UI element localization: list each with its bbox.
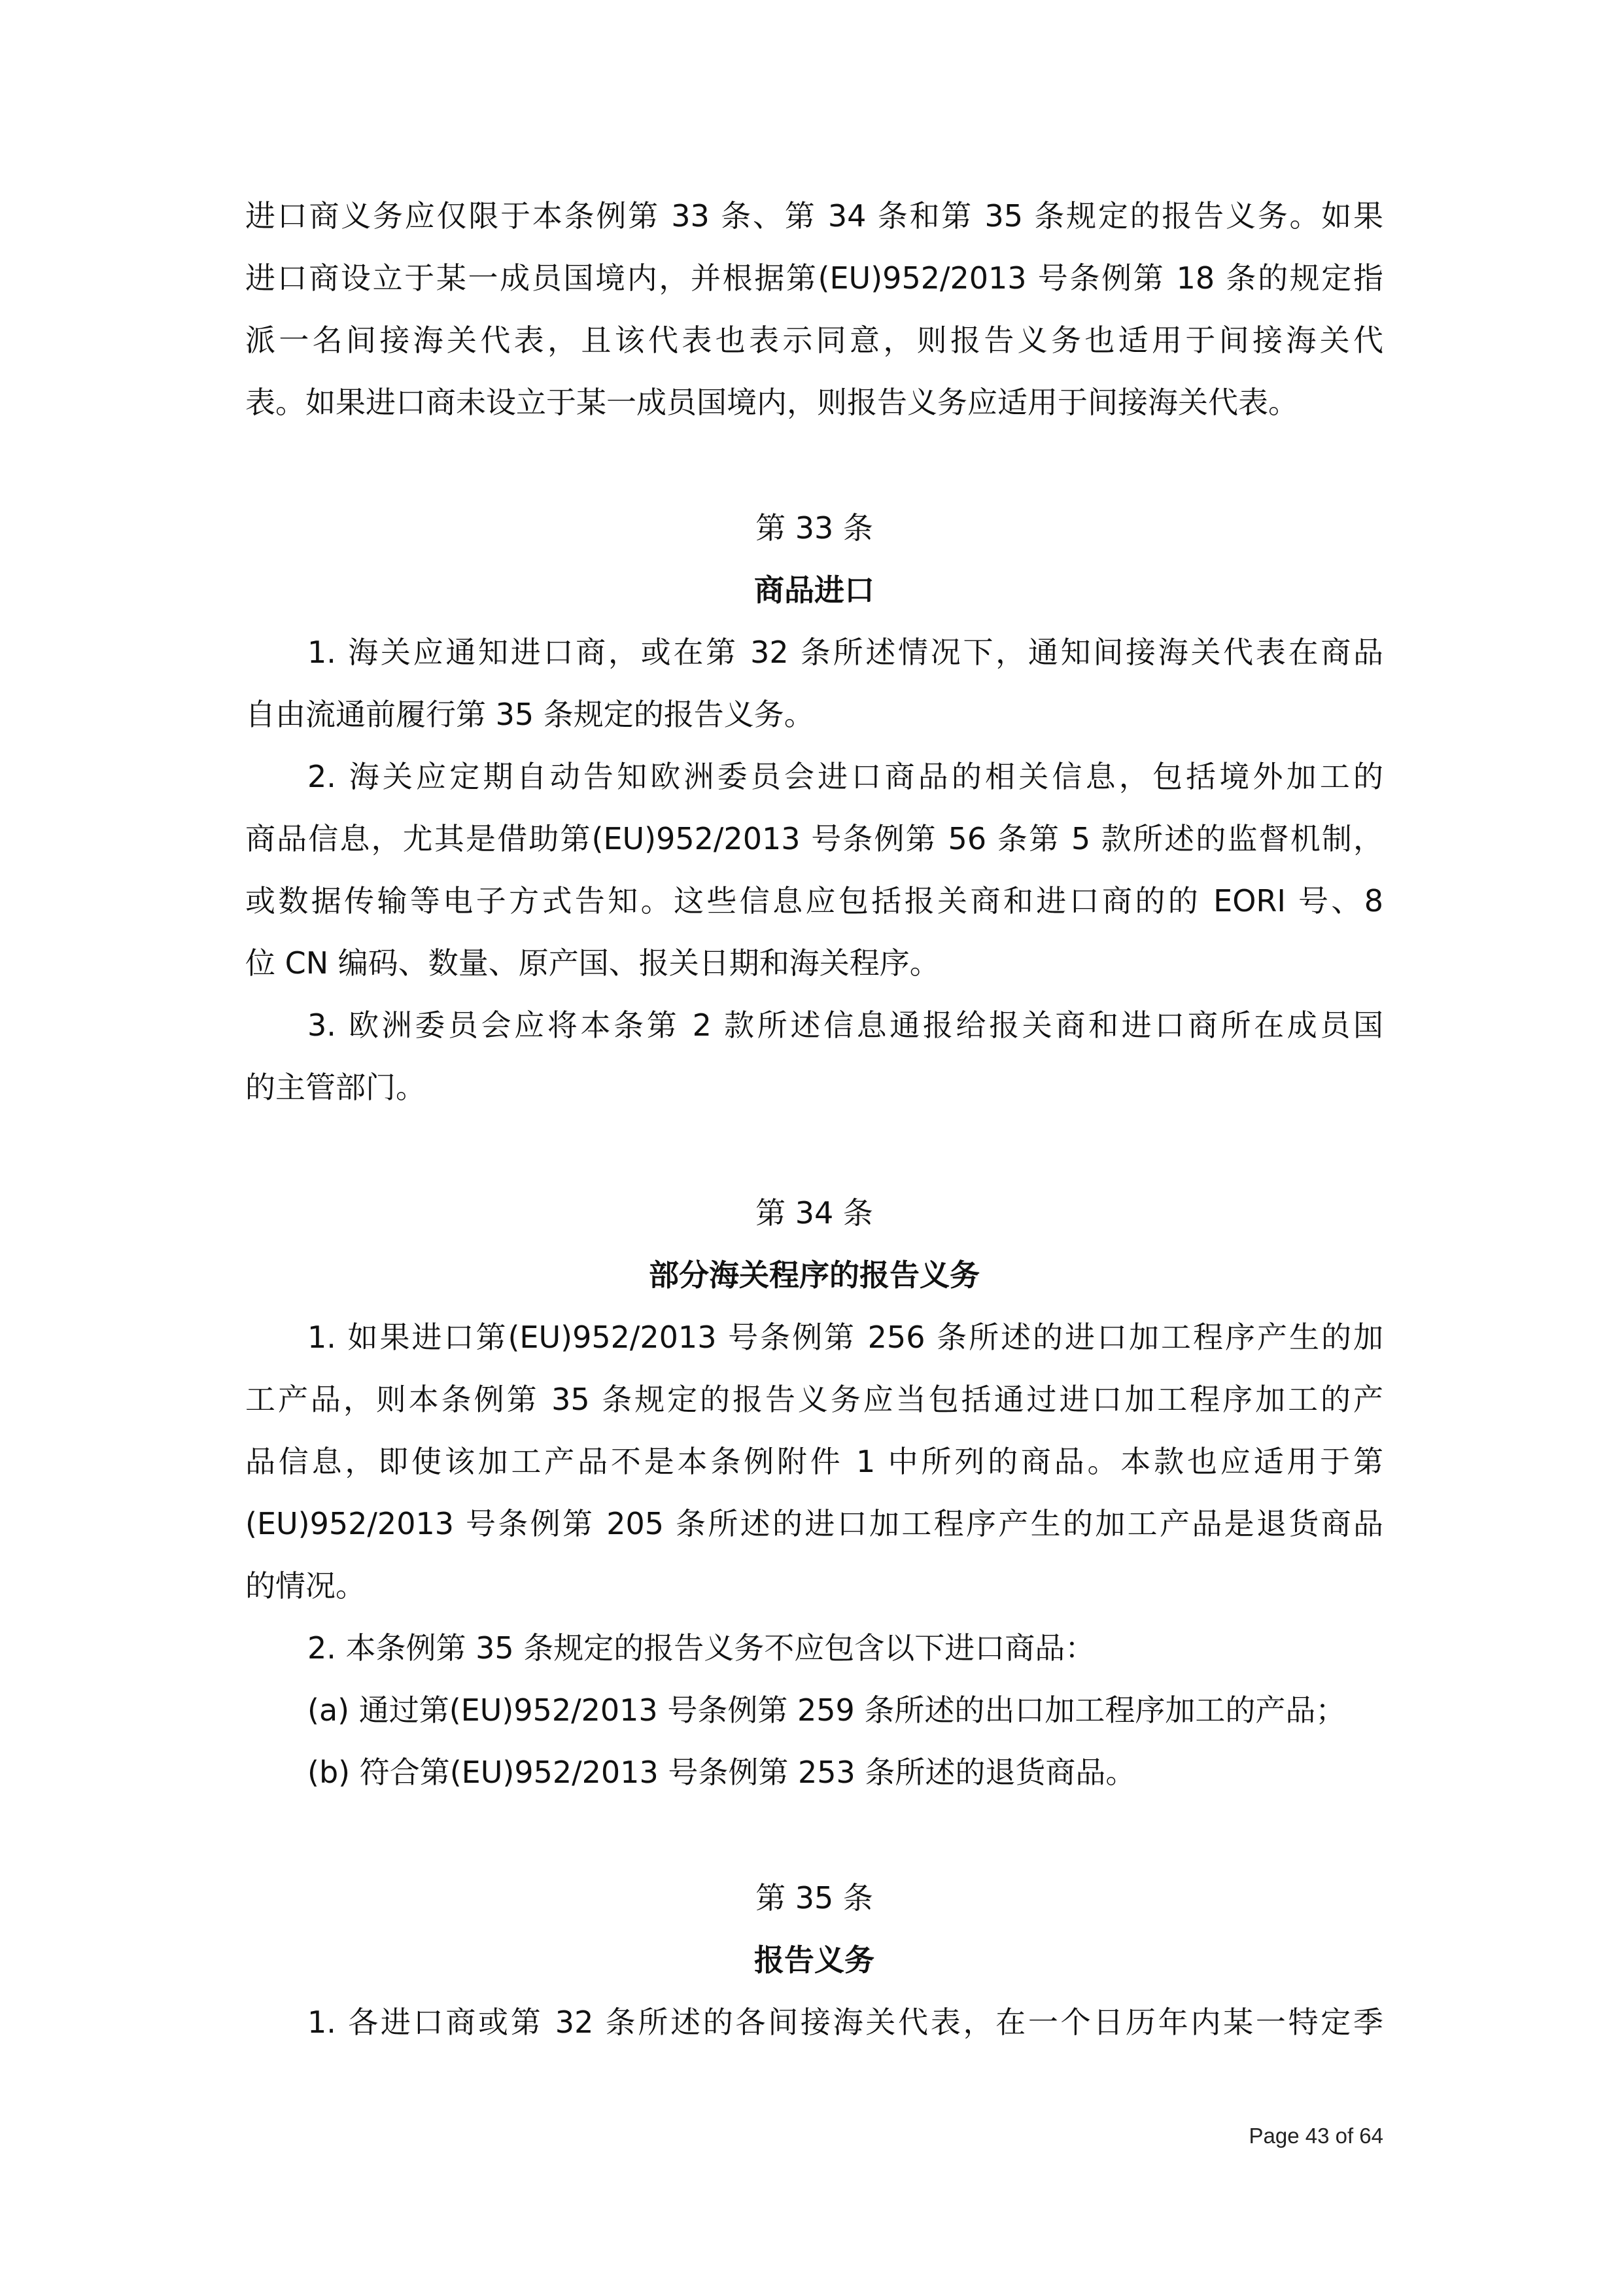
intro-line-2: 进口商设立于某一成员国境内，并根据第(EU)952/2013 号条例第 18 条的规定指 xyxy=(245,260,1383,296)
article-33-number: 第 33 条 xyxy=(755,510,873,546)
article-33-title: 商品进口 xyxy=(754,572,874,608)
article-33-p2-line-3: 或数据传输等电子方式告知。这些信息应包括报关商和进口商的的 EORI 号、8 xyxy=(245,883,1383,919)
intro-line-1: 进口商义务应仅限于本条例第 33 条、第 34 条和第 35 条规定的报告义务。如果 xyxy=(245,198,1383,234)
article-33-p1-line-1: 1. 海关应通知进口商，或在第 32 条所述情况下，通知间接海关代表在商品 xyxy=(307,635,1383,670)
article-34-title: 部分海关程序的报告义务 xyxy=(649,1257,980,1293)
article-34-p2: 2. 本条例第 35 条规定的报告义务不应包含以下进口商品： xyxy=(307,1630,1096,1666)
article-35-p1-line-1: 1. 各进口商或第 32 条所述的各间接海关代表，在一个日历年内某一特定季 xyxy=(307,2005,1383,2040)
article-34-item-a: (a) 通过第(EU)952/2013 号条例第 259 条所述的出口加工程序加工的产品； xyxy=(307,1692,1346,1728)
article-34-number: 第 34 条 xyxy=(755,1195,873,1231)
intro-line-3: 派一名间接海关代表，且该代表也表示同意，则报告义务也适用于间接海关代 xyxy=(245,323,1383,358)
article-35-number: 第 35 条 xyxy=(755,1880,873,1916)
article-33-p3-line-1: 3. 欧洲委员会应将本条第 2 款所述信息通报给报关商和进口商所在成员国 xyxy=(307,1007,1383,1043)
article-35-title: 报告义务 xyxy=(754,1942,874,1978)
article-33-p1-line-2: 自由流通前履行第 35 条规定的报告义务。 xyxy=(245,697,814,732)
intro-line-4: 表。如果进口商未设立于某一成员国境内，则报告义务应适用于间接海关代表。 xyxy=(245,385,1298,420)
article-33-p2-line-1: 2. 海关应定期自动告知欧洲委员会进口商品的相关信息，包括境外加工的 xyxy=(307,759,1383,794)
article-34-p1-line-5: 的情况。 xyxy=(245,1568,366,1603)
article-34-p1-line-2: 工产品，则本条例第 35 条规定的报告义务应当包括通过进口加工程序加工的产 xyxy=(245,1382,1383,1417)
article-33-p2-line-4: 位 CN 编码、数量、原产国、报关日期和海关程序。 xyxy=(245,945,940,981)
page-number: Page 43 of 64 xyxy=(1249,2124,1383,2148)
article-34-item-b: (b) 符合第(EU)952/2013 号条例第 253 条所述的退货商品。 xyxy=(307,1755,1136,1790)
article-34-p1-line-3: 品信息，即使该加工产品不是本条例附件 1 中所列的商品。本款也应适用于第 xyxy=(245,1444,1383,1479)
article-34-p1-line-4: (EU)952/2013 号条例第 205 条所述的进口加工程序产生的加工产品是退货商品 xyxy=(245,1506,1383,1541)
article-34-p1-line-1: 1. 如果进口第(EU)952/2013 号条例第 256 条所述的进口加工程序产生的加 xyxy=(307,1320,1383,1355)
article-33-p2-line-2: 商品信息，尤其是借助第(EU)952/2013 号条例第 56 条第 5 款所述的监督机制， xyxy=(245,821,1383,856)
article-33-p3-line-2: 的主管部门。 xyxy=(245,1070,426,1105)
